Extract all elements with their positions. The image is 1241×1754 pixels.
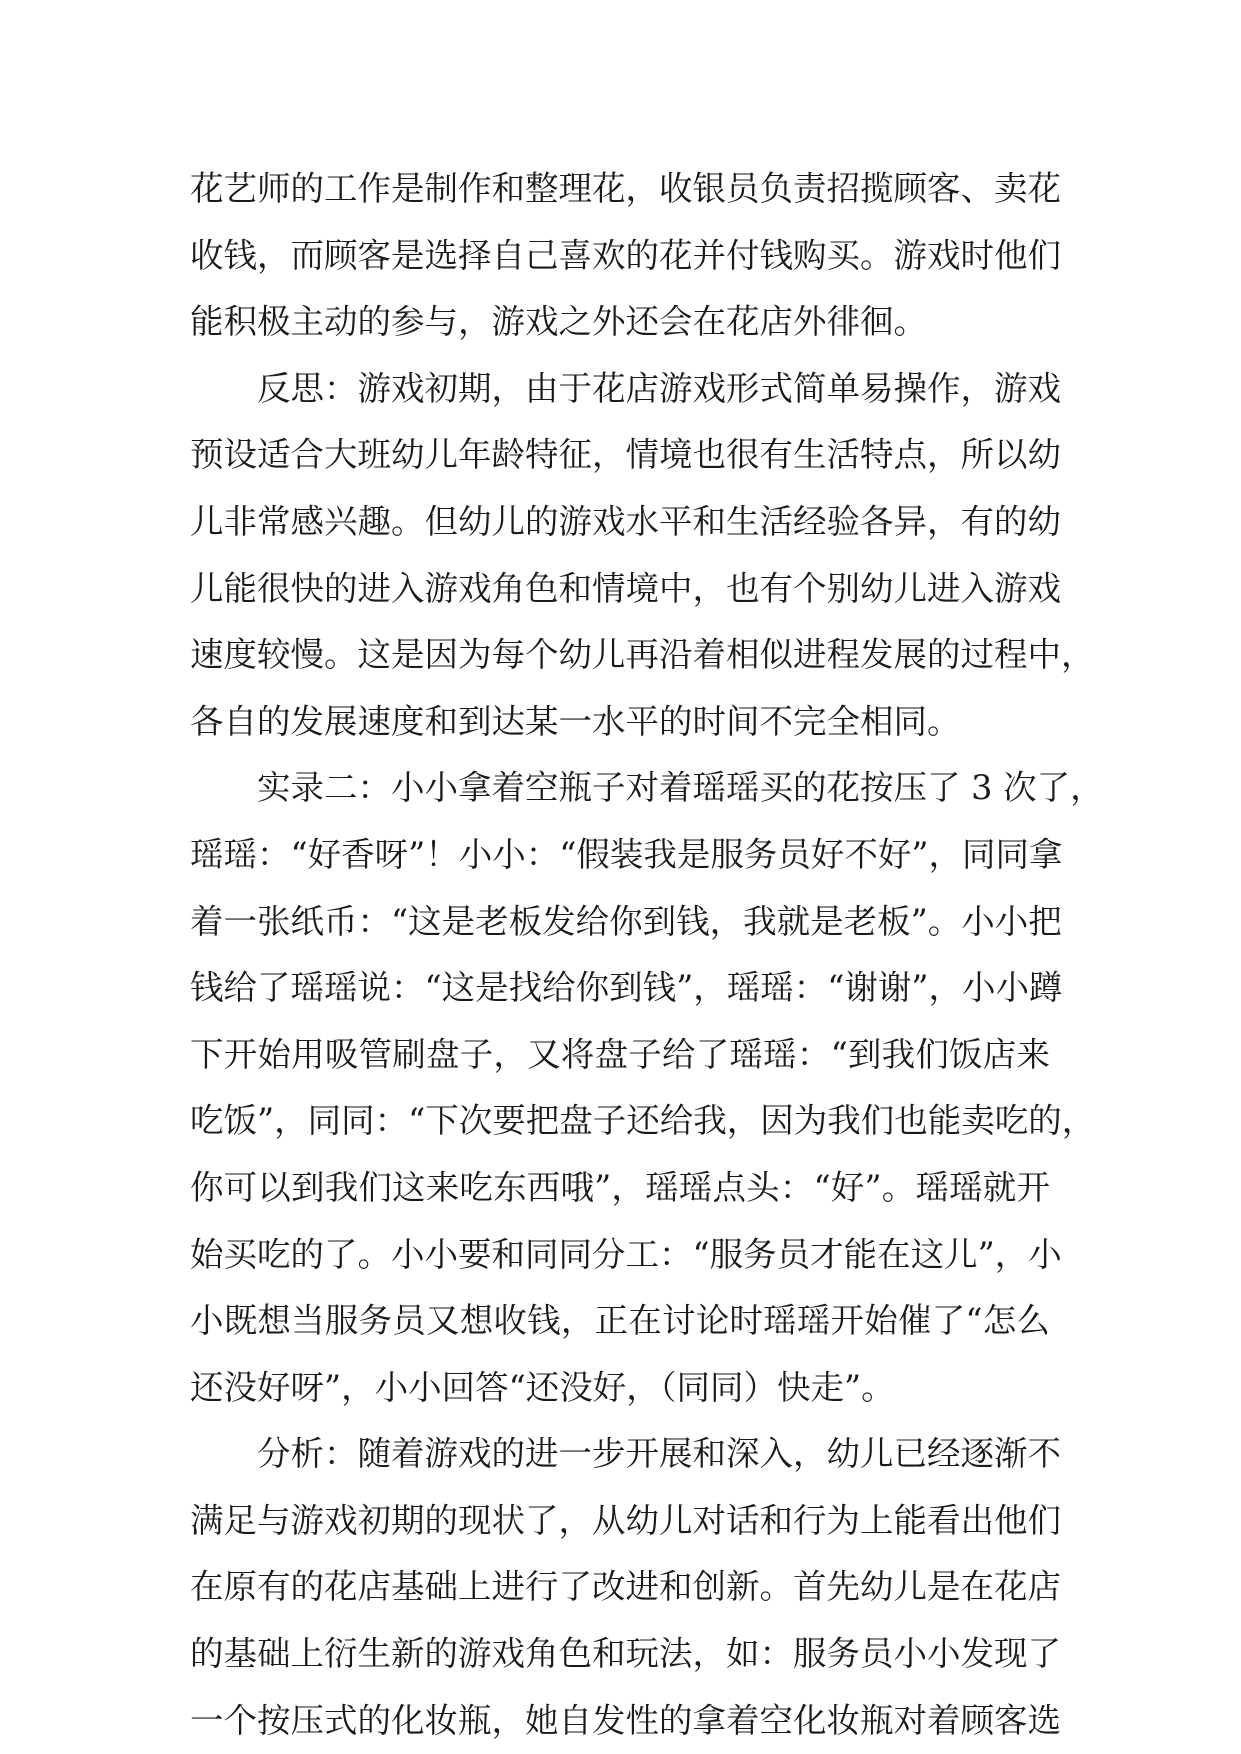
text-line: 下开始用吸管刷盘子，又将盘子给了瑶瑶：“到我们饭店来 <box>190 1034 1050 1074</box>
body-text <box>190 156 1104 1754</box>
text-line: 你可以到我们这来吃东西哦”，瑶瑶点头：“好”。瑶瑶就开 <box>190 1167 1050 1207</box>
text-line: 在原有的花店基础上进行了改进和创新。首先幼儿是在花店 <box>190 1567 1061 1607</box>
text-line: 一个按压式的化妆瓶，她自发性的拿着空化妆瓶对着顾客选 <box>190 1700 1061 1740</box>
text-line: 吃饭”，同同：“下次要把盘子还给我，因为我们也能卖吃的， <box>190 1101 1096 1141</box>
text-line: 还没好呀”，小小回答“还没好，（同同）快走”。 <box>190 1367 895 1407</box>
text-line: 始买吃的了。小小要和同同分工：“服务员才能在这儿”，小 <box>190 1234 1062 1274</box>
paragraph-first-line: 实录二：小小拿着空瓶子对着瑶瑶买的花按压了 3 次了， <box>257 768 1104 808</box>
text-line: 预设适合大班幼儿年龄特征，情境也很有生活特点，所以幼 <box>190 435 1061 475</box>
text-line: 收钱，而顾客是选择自己喜欢的花并付钱购买。游戏时他们 <box>190 235 1061 275</box>
text-line: 瑶瑶：“好香呀”！小小：“假装我是服务员好不好”，同同拿 <box>190 834 1063 874</box>
paragraph-first-line: 反思：游戏初期，由于花店游戏形式简单易操作，游戏 <box>257 368 1061 408</box>
paragraph-first-line: 分析：随着游戏的进一步开展和深入，幼儿已经逐渐不 <box>257 1434 1061 1474</box>
text-line: 儿非常感兴趣。但幼儿的游戏水平和生活经验各异，有的幼 <box>190 501 1061 541</box>
text-line: 小既想当服务员又想收钱，正在讨论时瑶瑶开始催了“怎么 <box>190 1301 1050 1341</box>
text-line: 能积极主动的参与，游戏之外还会在花店外徘徊。 <box>190 302 927 342</box>
text-line: 儿能很快的进入游戏角色和情境中，也有个别幼儿进入游戏 <box>190 568 1061 608</box>
text-line: 各自的发展速度和到达某一水平的时间不完全相同。 <box>190 701 961 741</box>
text-line: 满足与游戏初期的现状了，从幼儿对话和行为上能看出他们 <box>190 1500 1061 1540</box>
text-line: 花艺师的工作是制作和整理花，收银员负责招揽顾客、卖花 <box>190 169 1061 208</box>
text-line: 钱给了瑶瑶说：“这是找给你到钱”，瑶瑶：“谢谢”，小小蹲 <box>190 968 1063 1008</box>
text-line: 速度较慢。这是因为每个幼儿再沿着相似进程发展的过程中， <box>190 635 1095 675</box>
text-line: 的基础上衍生新的游戏角色和玩法，如：服务员小小发现了 <box>190 1634 1061 1674</box>
text-line: 着一张纸币：“这是老板发给你到钱，我就是老板”。小小把 <box>190 901 1062 941</box>
